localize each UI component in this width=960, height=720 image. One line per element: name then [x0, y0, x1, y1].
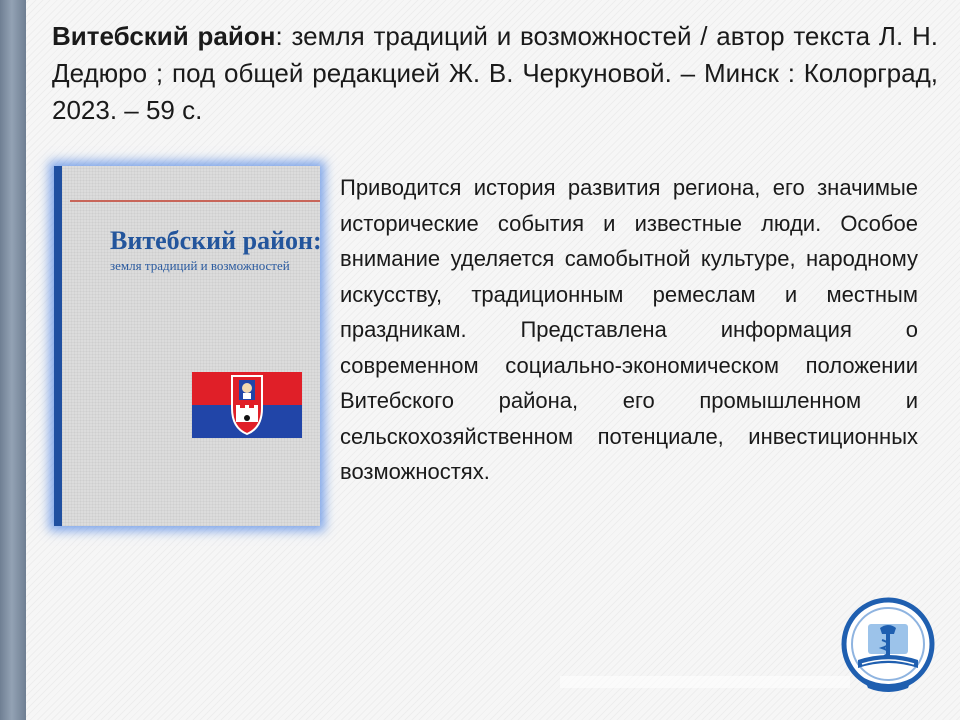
side-decor-bar [0, 0, 26, 720]
cover-subtitle: земля традиций и возможностей [110, 258, 290, 273]
book-cover-face [54, 166, 320, 526]
citation-title: Витебский район [52, 21, 276, 51]
medical-academy-emblem-icon [840, 594, 936, 698]
book-cover [54, 166, 320, 526]
coat-of-arms-icon [229, 374, 265, 436]
district-flag [192, 372, 302, 438]
book-annotation: Приводится история развития региона, его значимые исторические события и известные люди. Особое внимание уделяется самобытной культуре, народному искусству, традиционным ремеслам и местным праздникам. Представлена информация о современном социально-экономическом положении Витебского района, его промышленном и сельскохозяйственном потенциале, инвестиционных возможностях. [340, 175, 918, 484]
cover-rule-line [70, 200, 320, 202]
cover-title: Витебский район: [110, 226, 322, 255]
bibliographic-citation [52, 18, 938, 129]
citation-details: : земля традиций и возможностей / автор текста Л. Н. Дедюро ; под общей редакцией Ж. В. Черкуновой. – Минск : Колорград, 2023. – 59 с. [52, 21, 938, 125]
footer-strip [560, 676, 850, 688]
